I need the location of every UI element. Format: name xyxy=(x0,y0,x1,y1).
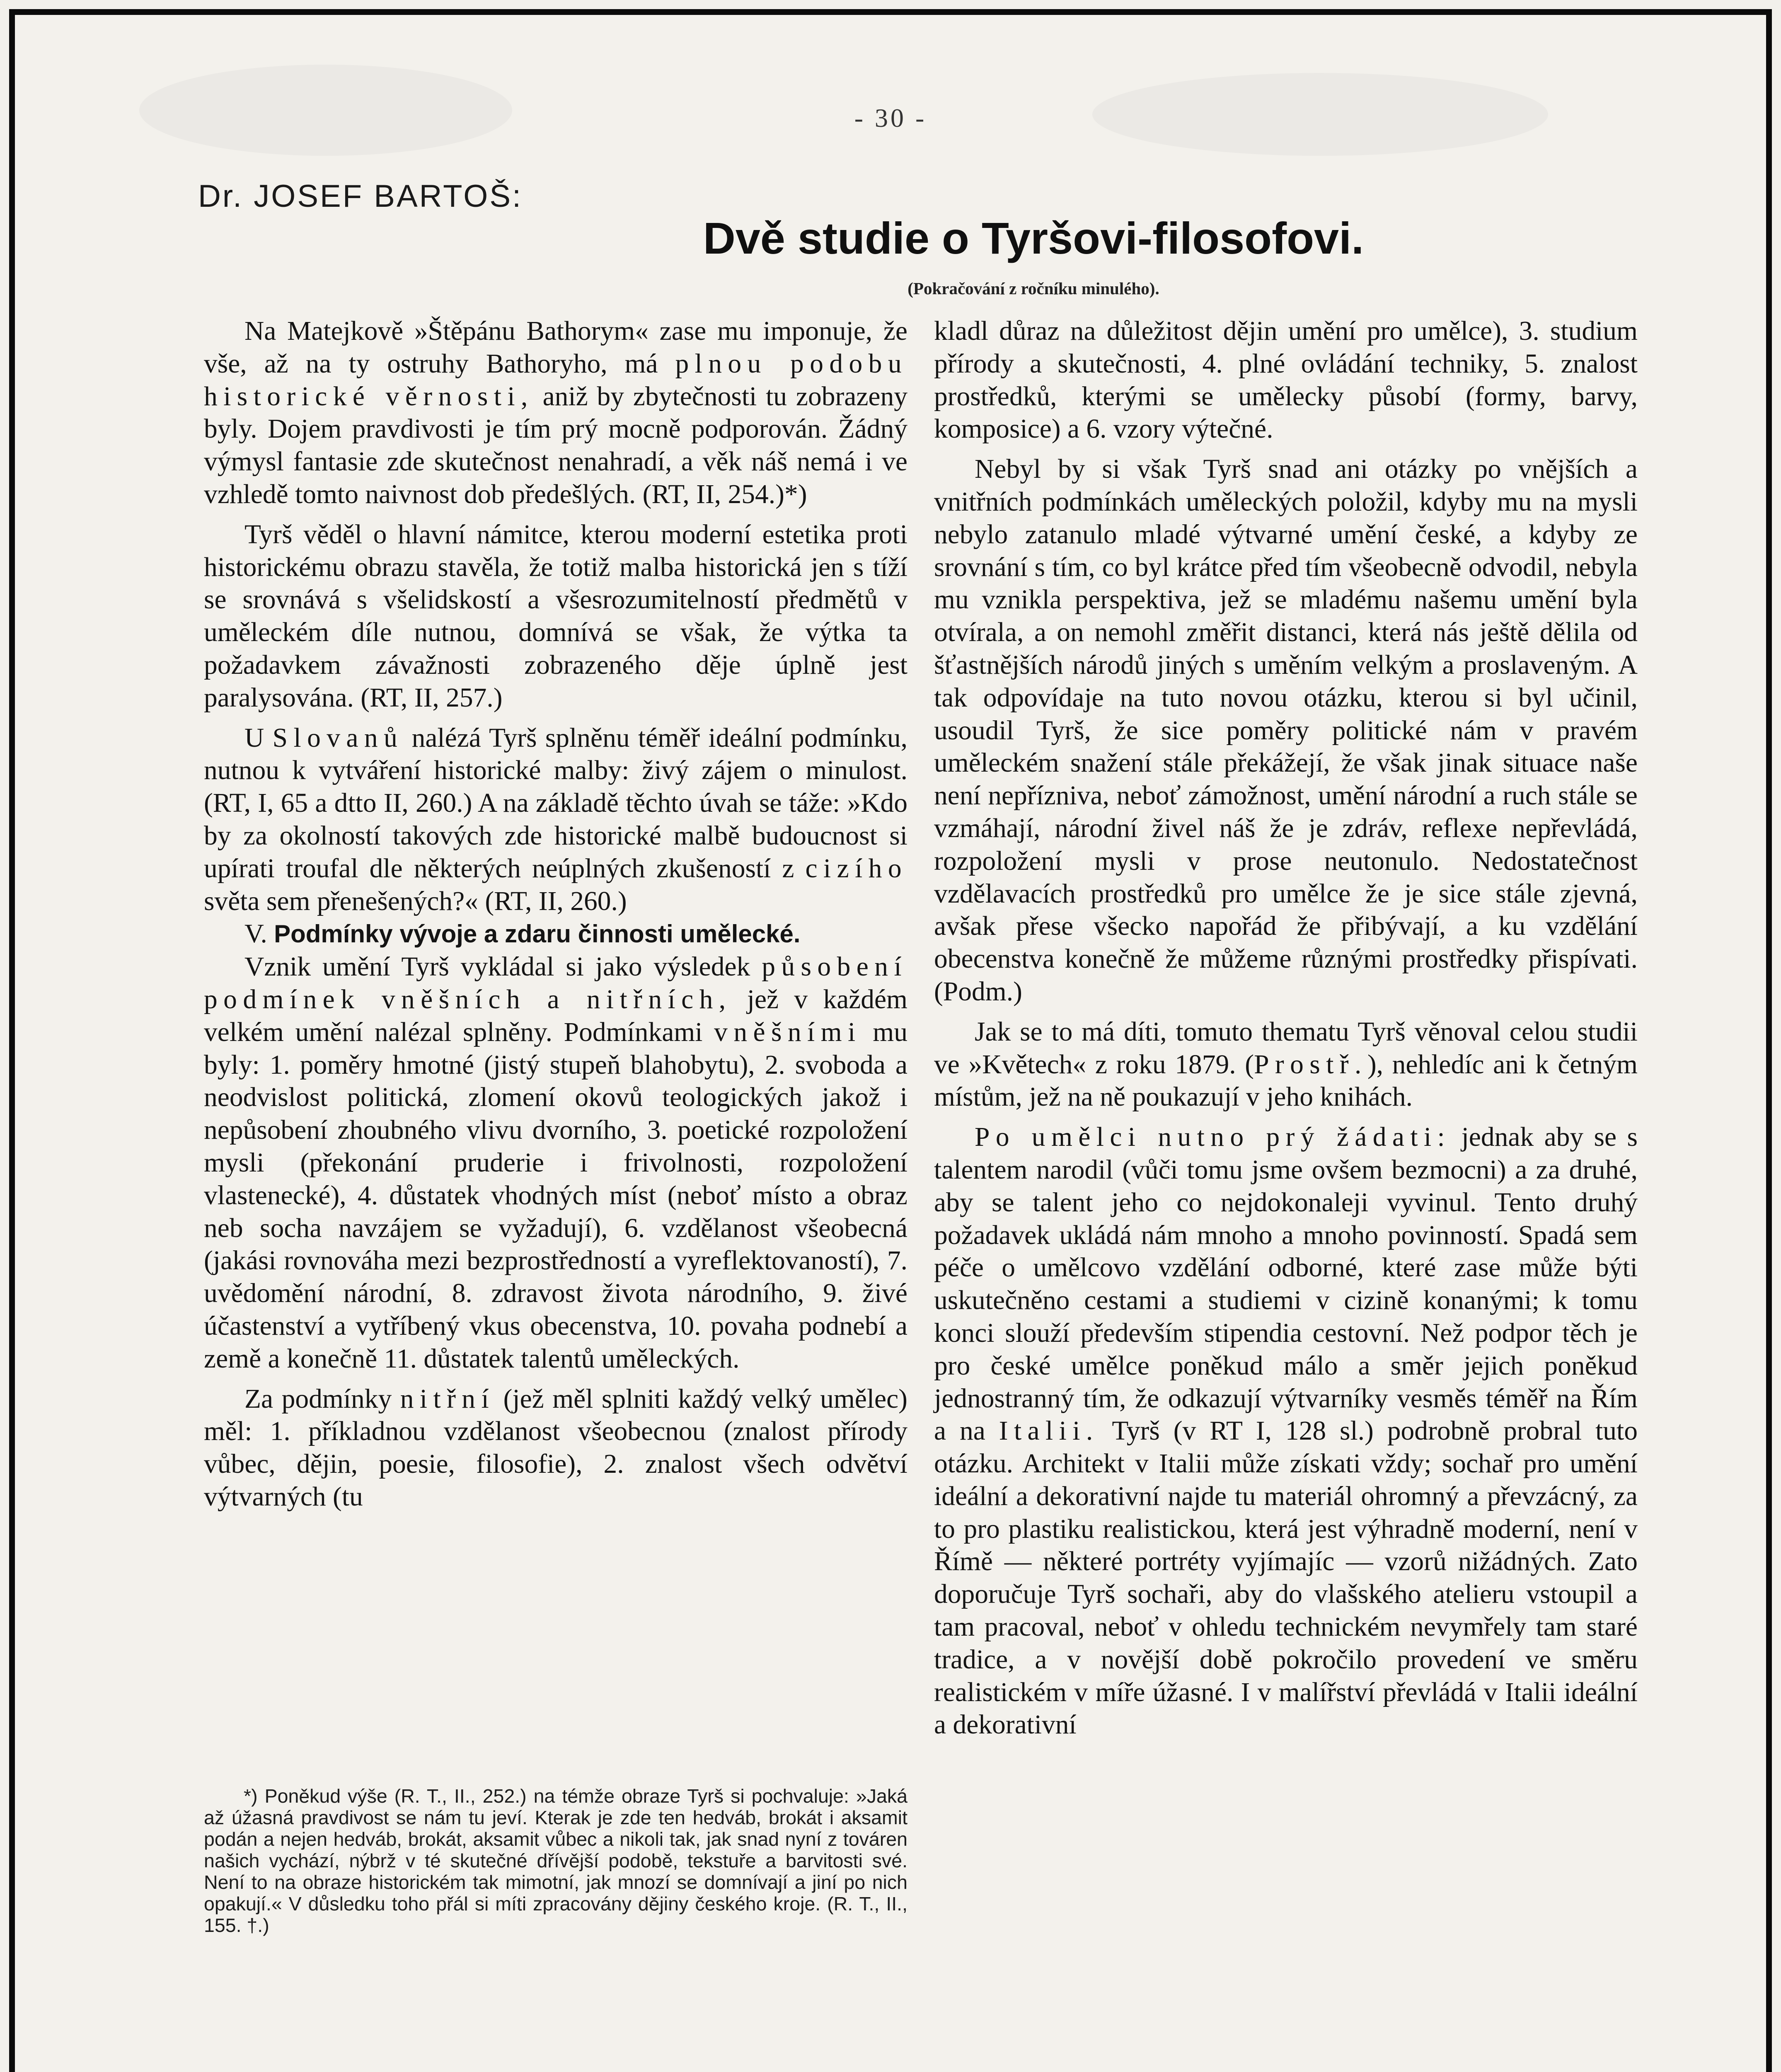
footnote-text: *) Poněkud výše (R. T., II., 252.) na témže obraze Tyrš si pochvaluje: »Jaká až úžasná pravdivost se nám tu jeví. Kterak je zde ten hedváb, brokát i aksamit podán a nejen hedváb, brokát, aksamit vůbec a nikoli tak, jak snad nyní z továren našich vychází, nýbrž v té skutečné dřívější podobě, tekstuře a barvitosti své. Není to na obraze historickém tak mimotní, jak mnozí se domnívají a jiní po nich opakují.« V důsledku toho přál si míti zpracovány dějiny českého kroje. (R. T., II., 155. †.) xyxy=(204,1785,907,1936)
spaced-emphasis: cizího xyxy=(805,853,907,884)
paragraph: Tyrš věděl o hlavní námitce, kterou moderní estetika proti historickému obrazu stavěla, že totiž malba historická jen s tíží se srovnává s všelidskostí a všesrozumitelností předmětů v uměleckém díle nutnou, domnívá se však, že výtka ta požadavkem závažnosti zobrazeného děje úplně jest paralysována. (RT, II, 257.) xyxy=(204,519,907,713)
spaced-emphasis: působení podmínek vněšních a nitřních, xyxy=(204,952,907,1014)
spaced-emphasis: plnou podobu historické věrnosti, xyxy=(204,349,907,411)
paragraph: Nebyl by si však Tyrš snad ani otázky po vnějších a vnitřních podmínkách uměleckých položil, kdyby mu na mysli nebylo zatanulo mladé výtvarné umění české, a kdyby ze srovnání s tím, co byl krátce před tím všeobecně odvodil, nebyla mu vznikla perspektiva, jež se mladému našemu umění byla otvírala, a on nemohl změřit distanci, která nás ještě dělila od šťastnějších národů jiných s uměním velkým a proslaveným. A tak odpovídaje na tuto novou otázku, kterou si byl učinil, usoudil Tyrš, že sice poměry politické nám v pravém uměleckém snažení stále překážejí, že však jinak situace naše není nepřízniva, neboť zámožnost, umění národní a ruch stále se vzmáhají, národní živel náš že je zdráv, reflexe nepřevládá, rozpoložení mysli v prose neutonulo. Nedostatečnost vzdělavacích prostředků pro umělce že je sice stále zjevná, avšak přese všecko napořád že přibývají, a ku vzdělání obecenstva konečně že můžeme různými prostředky přispívati. (Podm.) xyxy=(934,454,1638,1007)
section-heading-text: Podmínky vývoje a zdaru činnosti umělecké. xyxy=(274,920,801,948)
paragraph xyxy=(204,951,907,1375)
paragraph-text: nalézá Tyrš splněnu téměř ideální podmínku, nutnou k vytváření historické malby: živý zájem o minulost. (RT, I, 65 a dtto II, 260.) A na základě těchto úvah se táže: »Kdo by za okolností takových zde historické malbě budoucnost si upírati troufal dle některých neúplných zkušeností z xyxy=(204,723,907,884)
paragraph-text: aniž by zbytečnosti tu zobrazeny byly. Dojem pravdivosti je tím prý mocně podporován. Žádný výmysl fantasie zde skutečnost nenahradí, a věk náš nemá i ve vzhledě tomto naivnost dob předešlých. (RT, II, 254.)*) xyxy=(204,381,907,509)
paragraph-text: Za podmínky xyxy=(244,1384,400,1414)
paragraph-text: jednak aby se s talentem narodil (vůči tomu jsme ovšem bezmocni) a za druhé, aby se talent jeho co nejdokonaleji vyvinul. Tento druhý požadavek ukládá nám mnoho a mnoho povinností. Spadá sem péče o umělcovo vzdělání odborné, které zase může býti uskutečněno cestami a studiemi v cizině konanými; k tomu konci slouží především stipendia cestovní. Než podpor těch je pro české umělce poněkud málo a směr jejich poněkud jednostranný tím, že odkazují výtvarníky vesměs téměř na Řím a na xyxy=(934,1122,1638,1446)
paragraph xyxy=(204,315,907,511)
paragraph xyxy=(934,1121,1638,1741)
paragraph-text: Tyrš (v RT I, 128 sl.) podrobně probral tuto otázku. Architekt v Italii může získati vždy; sochař pro umění ideální a dekorativní najde tu materiál ohromný a převzácný, za to pro plastiku realistickou, která jest výhradně moderní, není v Římě — některé portréty vyjímajíc — vzorů nižádných. Zato doporučuje Tyrš sochaři, aby do vlašského atelieru vstoupil a tam pracoval, neboť v ohledu technickém nevymřely tam staré tradice, a v novější době pokročilo provedení ve směru realistickém v míře úžasné. I v malířství převládá v Italii ideální a dekorativní xyxy=(934,1416,1638,1740)
paragraph: kladl důraz na důležitost dějin umění pro umělce), 3. studium přírody a skutečnosti, 4. plné ovládání techniky, 5. znalost prostředků, kterými se umělecky působí (formy, barvy, komposice) a 6. vzory výtečné. xyxy=(934,316,1638,444)
paragraph-text: Jak se to má díti, tomuto thematu Tyrš věnoval celou studii ve »Květech« z roku 1879. ( xyxy=(934,1017,1638,1080)
footnote xyxy=(204,1785,907,1936)
paragraph-text: ), nehledíc ani k četným místům, jež na ně poukazují v jeho knihách. xyxy=(934,1049,1638,1112)
right-column xyxy=(934,315,1638,1741)
paragraph-text: Na Matejkově »Štěpánu Bathorym« zase mu imponuje, že vše, až na ty ostruhy Bathoryho, má xyxy=(204,316,907,379)
article-title: Dvě studie o Tyršovi-filosofovi. xyxy=(703,213,1364,263)
section-number: V. xyxy=(244,919,267,949)
spaced-emphasis: Italii. xyxy=(999,1416,1099,1446)
section-heading xyxy=(204,917,907,951)
left-column xyxy=(204,315,907,1513)
paragraph xyxy=(204,1383,907,1513)
spaced-emphasis: Slovanů xyxy=(272,723,404,753)
spaced-emphasis: Po umělci nutno prý žádati: xyxy=(975,1122,1451,1152)
paragraph-text: (jež měl splniti každý velký umělec) měl: 1. příkladnou vzdělanost všeobecnou (znalost přírody vůbec, dějin, poesie, filosofie), 2. znalost všech odvětví výtvarných (tu xyxy=(204,1384,907,1512)
paragraph-text: Vznik umění Tyrš vykládal si jako výsledek xyxy=(244,952,762,982)
spaced-emphasis: vněšními xyxy=(714,1017,861,1047)
spaced-emphasis: Prostř. xyxy=(1254,1049,1367,1080)
paragraph xyxy=(204,722,907,918)
paragraph-text: jež v každém velkém umění nalézal splněny. Podmínkami xyxy=(204,984,907,1047)
paragraph-text: mu byly: 1. poměry hmotné (jistý stupeň blahobytu), 2. svoboda a neodvislost politická, zlomení okovů teologických jakož i nepůsobení zhoubného vlivu dvorního, 3. poetické rozpoložení mysli (překonání pruderie i frivolnosti, rozpoložení vlastenecké), 4. důstatek vhodných míst (neboť místo a obraz neb socha navzájem se vyžadují), 6. vzdělanost všeobecná (jakási rovnováha mezi bezprostředností a vyreflektovaností), 7. uvědomění národní, 8. zdravost života národního, 9. živé účastenství a vytříbený vkus obecenstva, 10. povaha podnebí a země a konečně 11. důstatek talentů uměleckých. xyxy=(204,1017,907,1374)
author-name: Dr. JOSEF BARTOŠ: xyxy=(198,179,523,214)
paragraph-text: světa sem přenešených?« (RT, II, 260.) xyxy=(204,886,627,916)
page-number: - 30 - xyxy=(854,103,927,133)
article-subtitle: (Pokračování z ročníku minulého). xyxy=(907,279,1159,298)
spaced-emphasis: nitřní xyxy=(400,1384,495,1414)
paragraph-text: U xyxy=(244,723,273,753)
paragraph xyxy=(934,1016,1638,1113)
